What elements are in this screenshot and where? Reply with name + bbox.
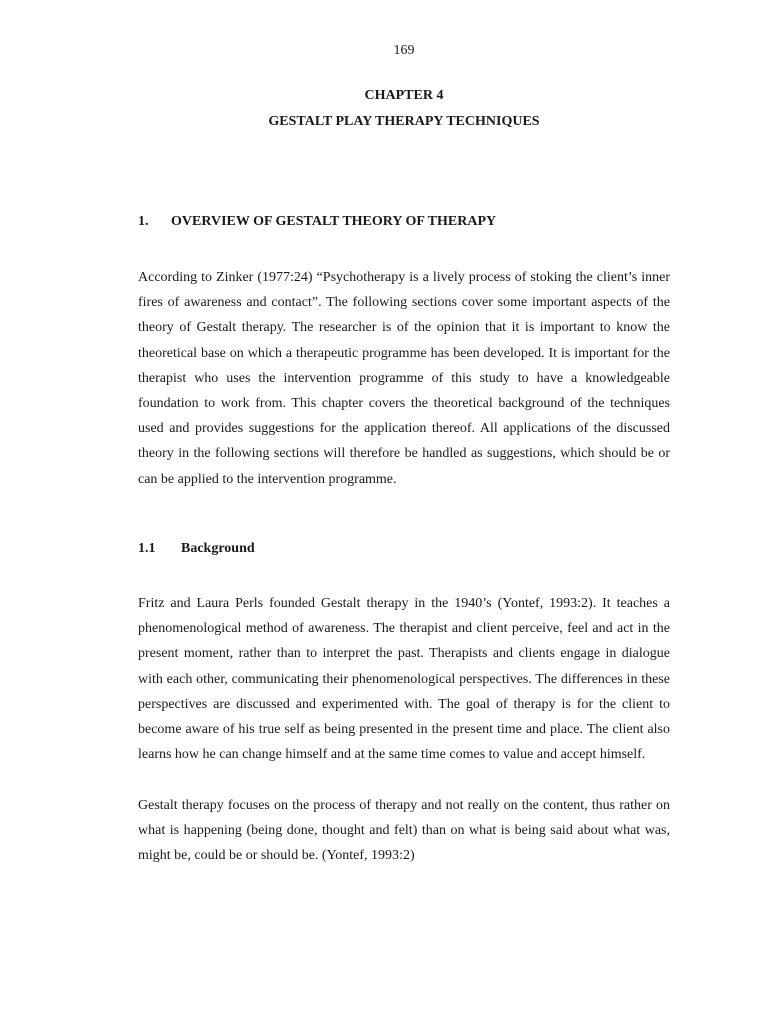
section-title: OVERVIEW OF GESTALT THEORY OF THERAPY	[171, 214, 497, 229]
subsection-heading-background	[138, 541, 255, 557]
chapter-title: GESTALT PLAY THERAPY TECHNIQUES	[268, 114, 540, 129]
section-heading-overview	[138, 214, 496, 230]
overview-paragraph: According to Zinker (1977:24) “Psychotherapy is a lively process of stoking the client’s inner fires of awareness and contact”. The following sections cover some important aspects of the theory of Gestalt therapy. The researcher is of the opinion that it is important to know the theoretical base on which a therapeutic programme has been developed. It is important for the therapist who uses the intervention programme of this study to have a knowledgeable foundation to work from. This chapter covers the theoretical background of the techniques used and provides suggestions for the application thereof. All applications of the discussed theory in the following sections will therefore be handled as suggestions, which should be or can be applied to the intervention programme.	[138, 270, 670, 487]
background-paragraph-1: Fritz and Laura Perls founded Gestalt therapy in the 1940’s (Yontef, 1993:2). It teaches a phenomenological method of awareness. The therapist and client perceive, feel and act in the present moment, rather than to interpret the past. Therapists and clients engage in dialogue with each other, communicating their phenomenological perspectives. The differences in these perspectives are discussed and experimented with. The goal of therapy is for the client to become aware of his true self as being presented in the present time and place. The client also learns how he can change himself and at the same time comes to value and accept himself.	[138, 596, 670, 763]
subsection-title: Background	[181, 541, 255, 556]
background-paragraph-2: Gestalt therapy focuses on the process of therapy and not really on the content, thus rather on what is happening (being done, thought and felt) than on what is being said about what was, might be, could be or should be. (Yontef, 1993:2)	[138, 798, 670, 864]
chapter-label: CHAPTER 4	[364, 88, 444, 103]
subsection-number: 1.1	[138, 541, 156, 556]
page-number: 169	[393, 43, 415, 58]
section-number: 1.	[138, 214, 149, 229]
